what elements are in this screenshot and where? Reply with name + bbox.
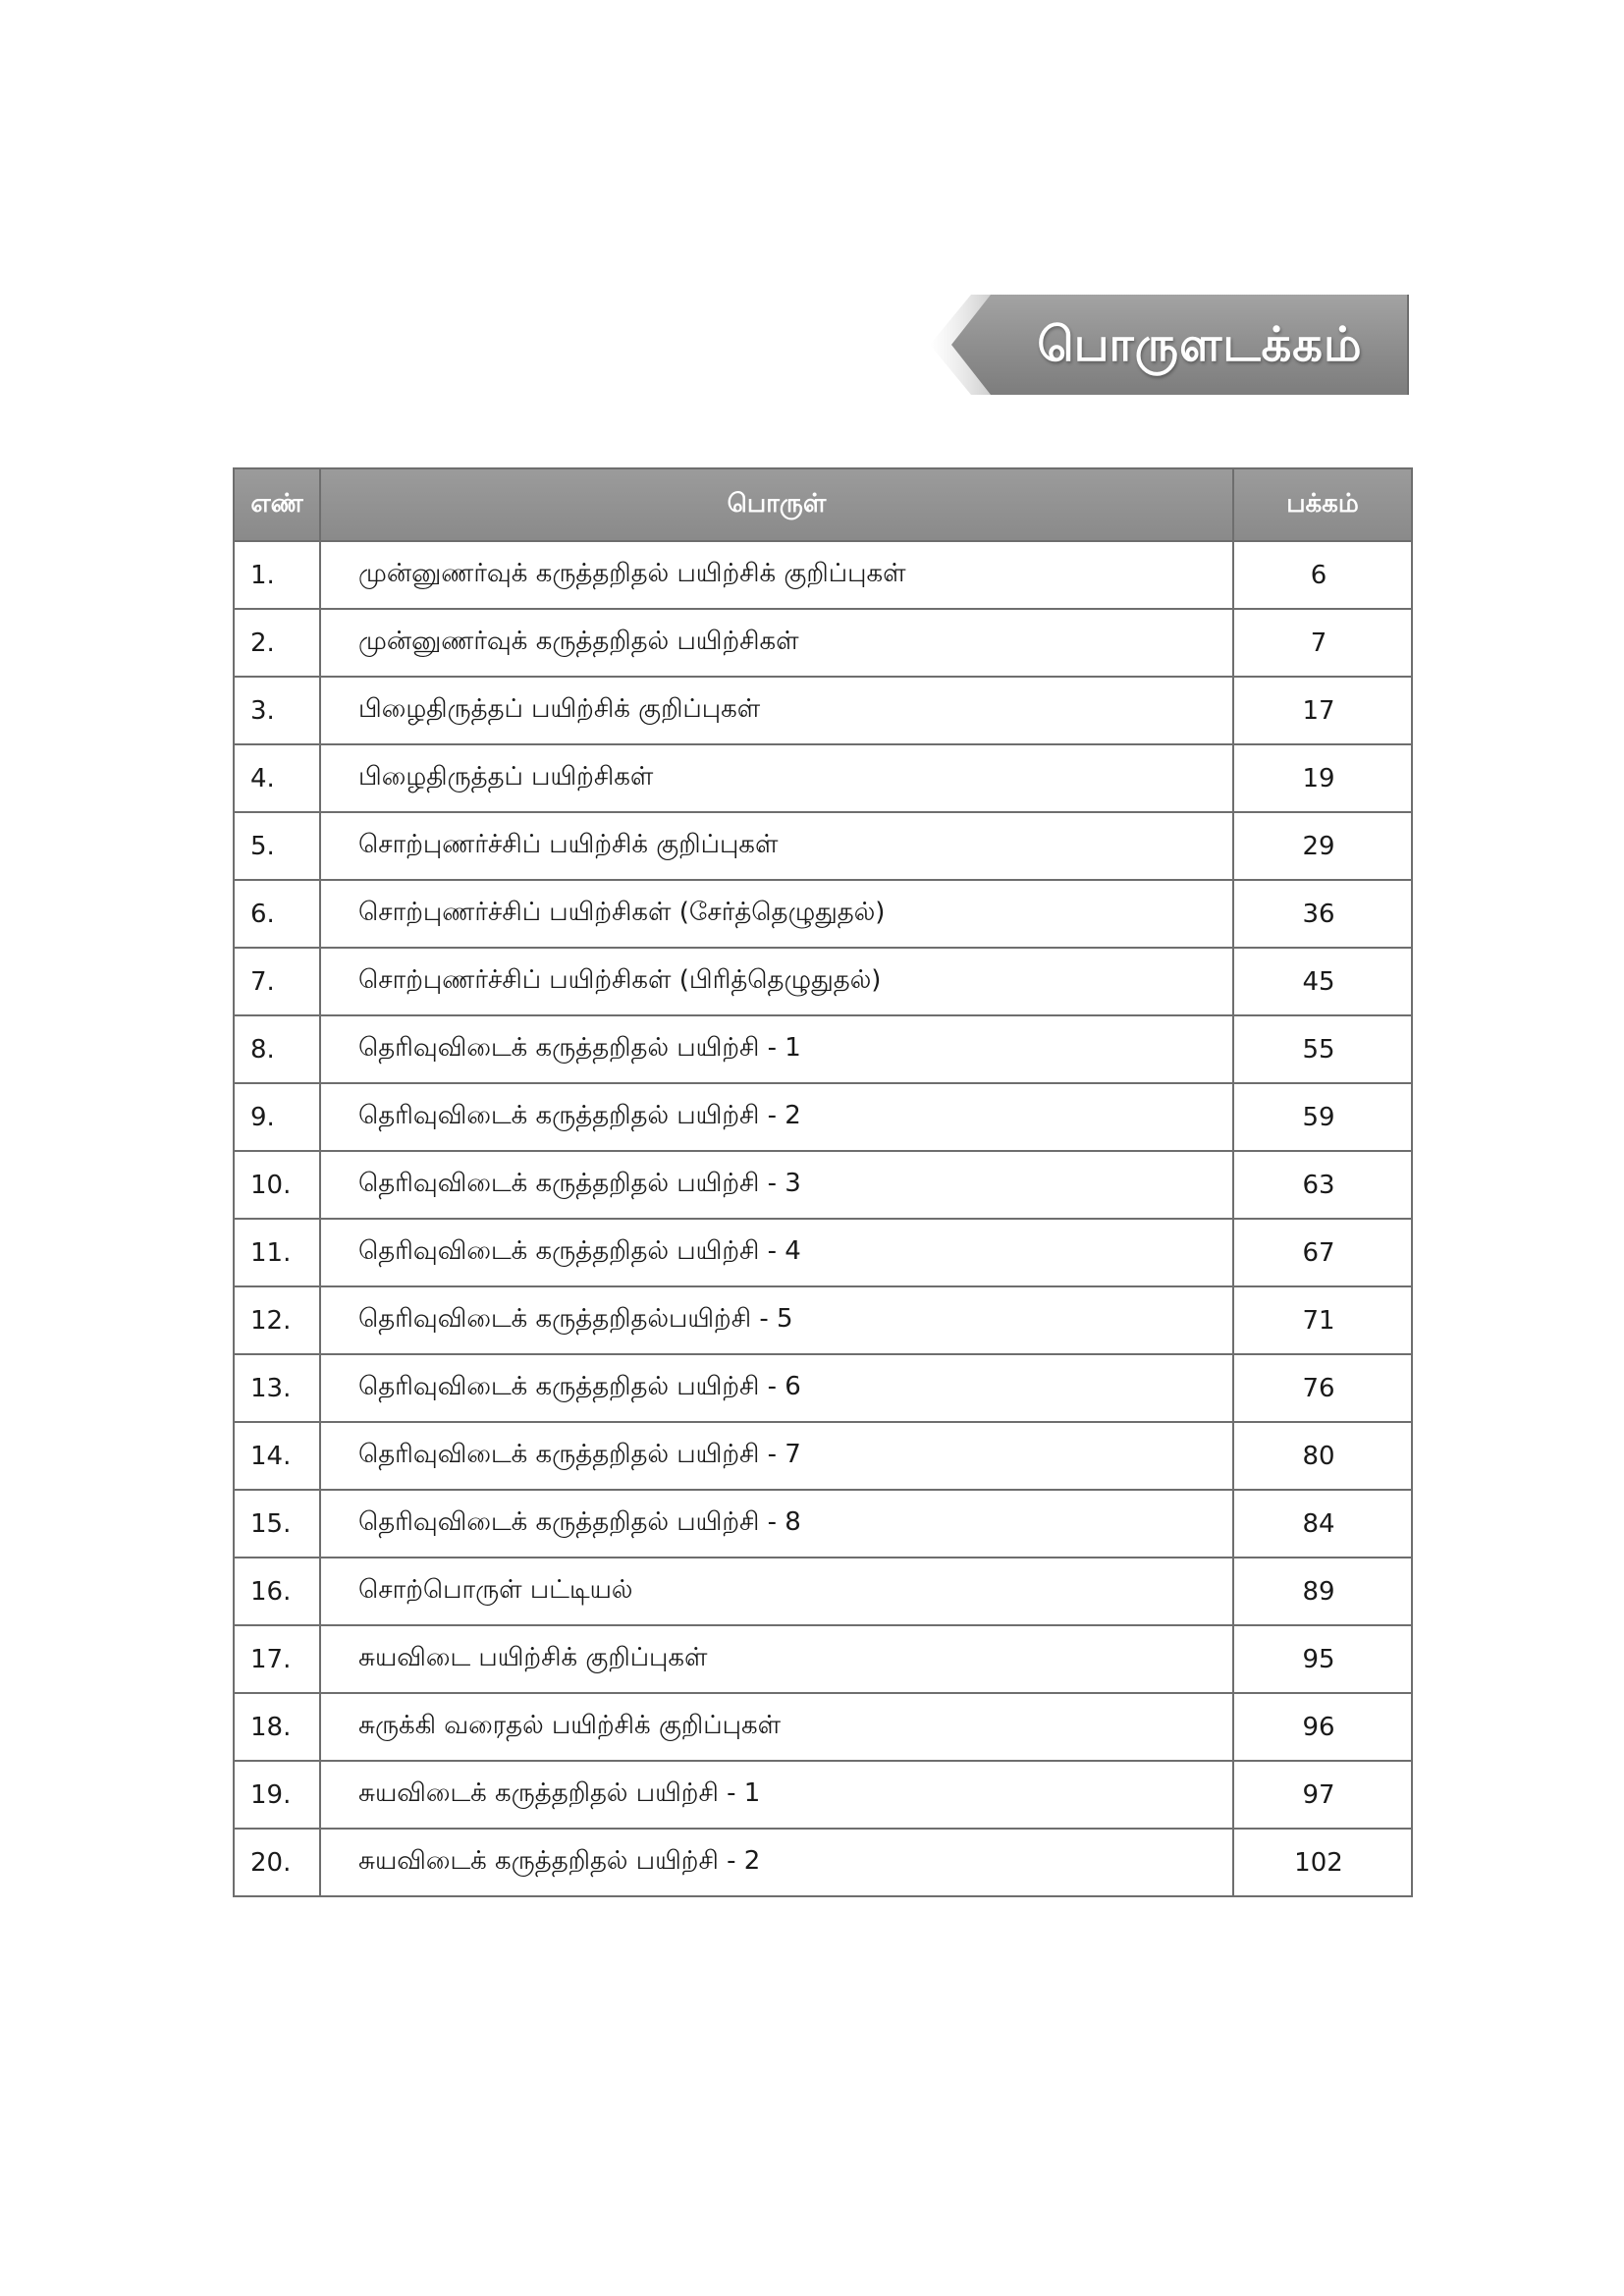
row-number: 4. (234, 744, 320, 812)
table-row (234, 880, 1412, 948)
table-row (234, 1015, 1412, 1083)
row-page-number: 17 (1233, 677, 1412, 744)
row-page-number: 63 (1233, 1151, 1412, 1219)
row-number: 20. (234, 1829, 320, 1896)
table-row (234, 1083, 1412, 1151)
row-title: சுயவிடைக் கருத்தறிதல் பயிற்சி - 2 (320, 1829, 1233, 1896)
row-page-number: 97 (1233, 1761, 1412, 1829)
row-page-number: 71 (1233, 1286, 1412, 1354)
table-header-row (234, 468, 1412, 541)
row-page-number: 96 (1233, 1693, 1412, 1761)
row-title: சுயவிடை பயிற்சிக் குறிப்புகள் (320, 1625, 1233, 1693)
table-row (234, 1219, 1412, 1286)
row-number: 11. (234, 1219, 320, 1286)
row-number: 7. (234, 948, 320, 1015)
row-title: சுருக்கி வரைதல் பயிற்சிக் குறிப்புகள் (320, 1693, 1233, 1761)
row-page-number: 102 (1233, 1829, 1412, 1896)
row-page-number: 19 (1233, 744, 1412, 812)
row-page-number: 95 (1233, 1625, 1412, 1693)
row-number: 10. (234, 1151, 320, 1219)
table-body (234, 541, 1412, 1896)
row-title: சொற்பொருள் பட்டியல் (320, 1558, 1233, 1625)
row-number: 18. (234, 1693, 320, 1761)
row-title: தெரிவுவிடைக் கருத்தறிதல் பயிற்சி - 6 (320, 1354, 1233, 1422)
table-row (234, 1558, 1412, 1625)
table-row (234, 812, 1412, 880)
row-page-number: 7 (1233, 609, 1412, 677)
header-number: எண் (234, 468, 320, 541)
row-title: பிழைதிருத்தப் பயிற்சிகள் (320, 744, 1233, 812)
row-title: முன்னுணர்வுக் கருத்தறிதல் பயிற்சிக் குறிப்புகள் (320, 541, 1233, 609)
row-number: 9. (234, 1083, 320, 1151)
row-number: 17. (234, 1625, 320, 1693)
title-banner (930, 295, 1409, 395)
row-page-number: 59 (1233, 1083, 1412, 1151)
row-number: 16. (234, 1558, 320, 1625)
row-number: 12. (234, 1286, 320, 1354)
row-title: முன்னுணர்வுக் கருத்தறிதல் பயிற்சிகள் (320, 609, 1233, 677)
row-title: சுயவிடைக் கருத்தறிதல் பயிற்சி - 1 (320, 1761, 1233, 1829)
row-number: 15. (234, 1490, 320, 1558)
row-title: தெரிவுவிடைக் கருத்தறிதல் பயிற்சி - 2 (320, 1083, 1233, 1151)
table-row (234, 1286, 1412, 1354)
row-title: தெரிவுவிடைக் கருத்தறிதல்பயிற்சி - 5 (320, 1286, 1233, 1354)
row-number: 5. (234, 812, 320, 880)
header-page: பக்கம் (1233, 468, 1412, 541)
row-number: 1. (234, 541, 320, 609)
row-title: பிழைதிருத்தப் பயிற்சிக் குறிப்புகள் (320, 677, 1233, 744)
row-title: சொற்புணர்ச்சிப் பயிற்சிகள் (பிரித்தெழுதுதல்) (320, 948, 1233, 1015)
row-title: தெரிவுவிடைக் கருத்தறிதல் பயிற்சி - 1 (320, 1015, 1233, 1083)
header-subject: பொருள் (320, 468, 1233, 541)
row-number: 2. (234, 609, 320, 677)
row-number: 19. (234, 1761, 320, 1829)
row-title: தெரிவுவிடைக் கருத்தறிதல் பயிற்சி - 3 (320, 1151, 1233, 1219)
row-page-number: 29 (1233, 812, 1412, 880)
row-number: 3. (234, 677, 320, 744)
row-page-number: 89 (1233, 1558, 1412, 1625)
row-page-number: 80 (1233, 1422, 1412, 1490)
row-title: தெரிவுவிடைக் கருத்தறிதல் பயிற்சி - 8 (320, 1490, 1233, 1558)
row-number: 6. (234, 880, 320, 948)
row-title: சொற்புணர்ச்சிப் பயிற்சிகள் (சேர்த்தெழுதுதல்) (320, 880, 1233, 948)
row-page-number: 76 (1233, 1354, 1412, 1422)
table-row (234, 1761, 1412, 1829)
page-title: பொருளடக்கம் (1037, 317, 1363, 372)
row-title: தெரிவுவிடைக் கருத்தறிதல் பயிற்சி - 4 (320, 1219, 1233, 1286)
row-page-number: 36 (1233, 880, 1412, 948)
table-row (234, 677, 1412, 744)
row-page-number: 84 (1233, 1490, 1412, 1558)
row-number: 8. (234, 1015, 320, 1083)
table-row (234, 1490, 1412, 1558)
table-row (234, 744, 1412, 812)
table-of-contents (233, 467, 1411, 1897)
row-number: 13. (234, 1354, 320, 1422)
table-row (234, 1829, 1412, 1896)
table-row (234, 1354, 1412, 1422)
table-row (234, 541, 1412, 609)
table-row (234, 1625, 1412, 1693)
row-page-number: 55 (1233, 1015, 1412, 1083)
contents-table (233, 467, 1413, 1897)
row-number: 14. (234, 1422, 320, 1490)
table-row (234, 609, 1412, 677)
row-page-number: 6 (1233, 541, 1412, 609)
row-title: தெரிவுவிடைக் கருத்தறிதல் பயிற்சி - 7 (320, 1422, 1233, 1490)
row-page-number: 67 (1233, 1219, 1412, 1286)
row-title: சொற்புணர்ச்சிப் பயிற்சிக் குறிப்புகள் (320, 812, 1233, 880)
table-row (234, 1693, 1412, 1761)
table-row (234, 1151, 1412, 1219)
table-row (234, 1422, 1412, 1490)
row-page-number: 45 (1233, 948, 1412, 1015)
table-row (234, 948, 1412, 1015)
